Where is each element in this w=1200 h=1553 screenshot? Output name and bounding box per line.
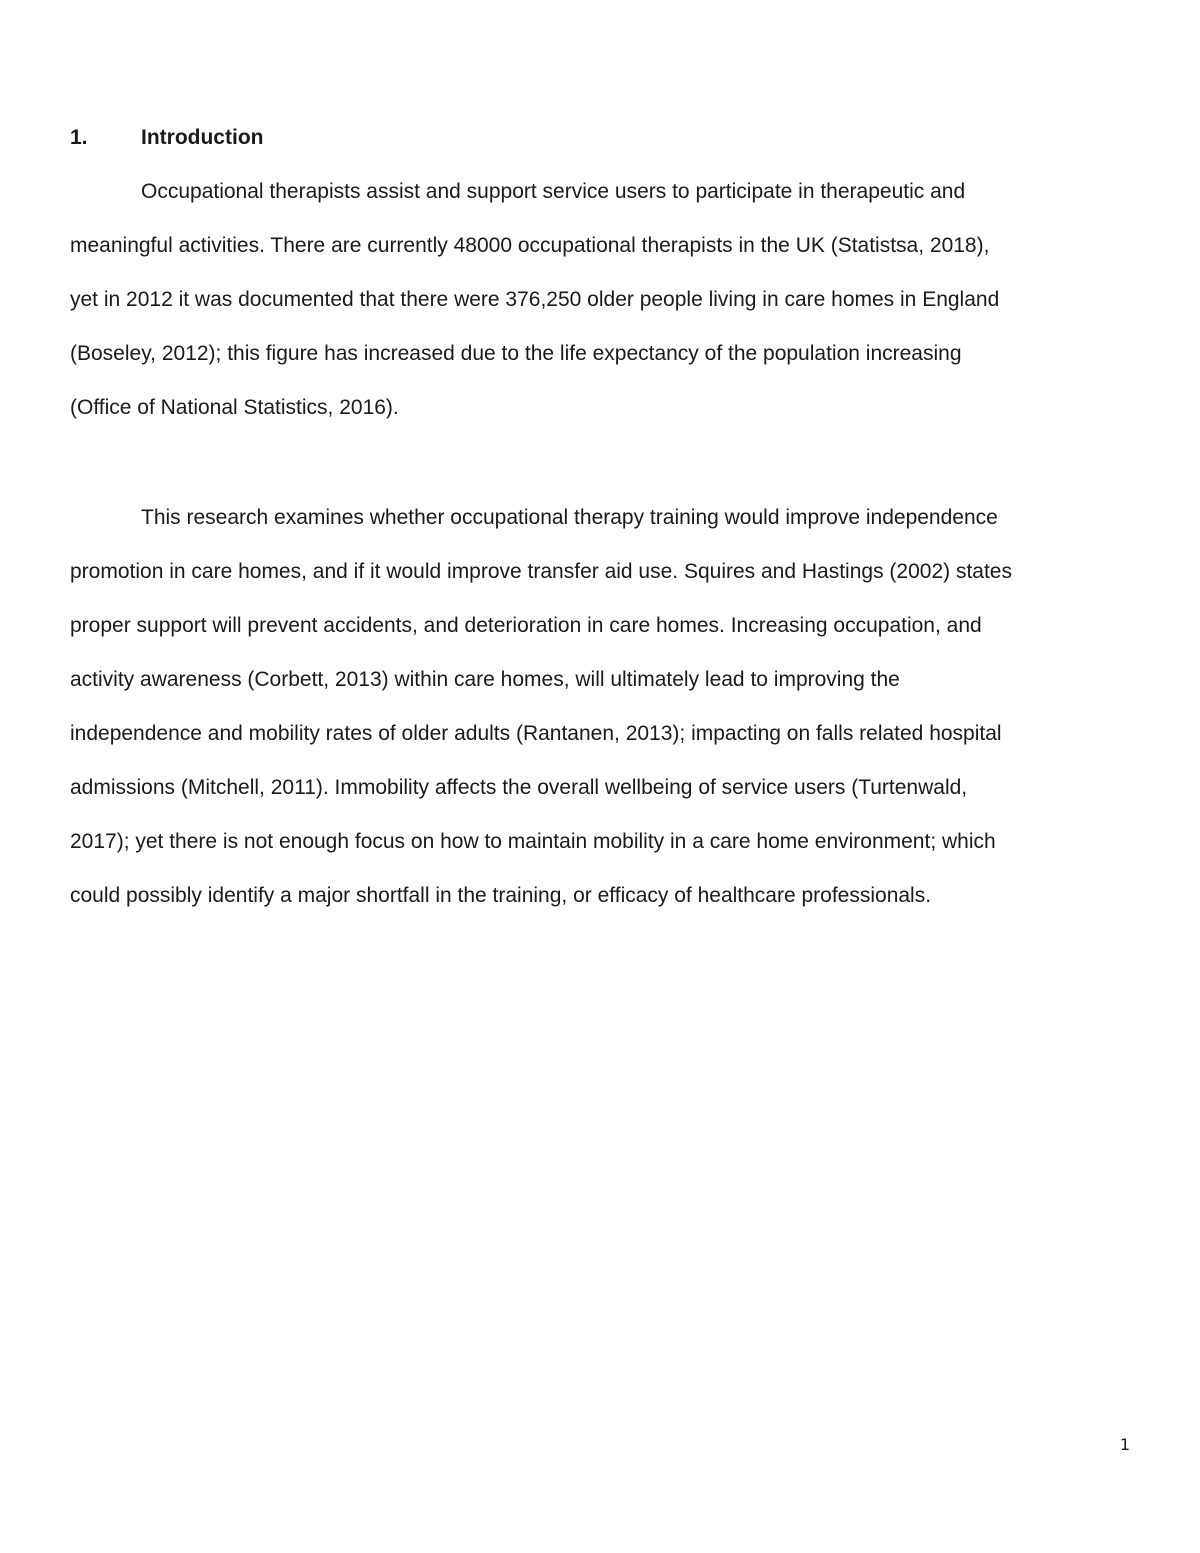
section-number: 1. — [70, 126, 88, 149]
paragraph-line: yet in 2012 it was documented that there were 376,250 older people living in care homes in England — [70, 288, 1000, 311]
page-number: 1 — [1119, 1435, 1130, 1454]
paragraph-line: (Boseley, 2012); this figure has increased due to the life expectancy of the population increasing — [70, 342, 962, 365]
section-title: Introduction — [141, 126, 264, 149]
paragraph-line: This research examines whether occupational therapy training would improve independence — [141, 506, 998, 529]
paragraph-line: independence and mobility rates of older adults (Rantanen, 2013); impacting on falls related hospital — [70, 722, 1002, 745]
paragraph-line: admissions (Mitchell, 2011). Immobility affects the overall wellbeing of service users (Turtenwald, — [70, 776, 968, 799]
section-heading — [70, 124, 263, 152]
paragraph-line: Occupational therapists assist and support service users to participate in therapeutic and — [141, 180, 966, 203]
paragraph-line: (Office of National Statistics, 2016). — [70, 396, 399, 419]
paragraph-line: 2017); yet there is not enough focus on how to maintain mobility in a care home environment; which — [70, 830, 996, 853]
paragraph-line: promotion in care homes, and if it would improve transfer aid use. Squires and Hastings (2002) states — [70, 560, 1012, 583]
paragraph-1 — [70, 165, 1132, 435]
paragraph-line: could possibly identify a major shortfall in the training, or efficacy of healthcare professionals. — [70, 884, 932, 907]
paragraph-line: meaningful activities. There are currently 48000 occupational therapists in the UK (Statistsa, 2018), — [70, 234, 990, 257]
paragraph-line: proper support will prevent accidents, and deterioration in care homes. Increasing occupation, and — [70, 614, 982, 637]
paragraph-line: activity awareness (Corbett, 2013) within care homes, will ultimately lead to improving the — [70, 668, 900, 691]
paragraph-2 — [70, 491, 1132, 923]
